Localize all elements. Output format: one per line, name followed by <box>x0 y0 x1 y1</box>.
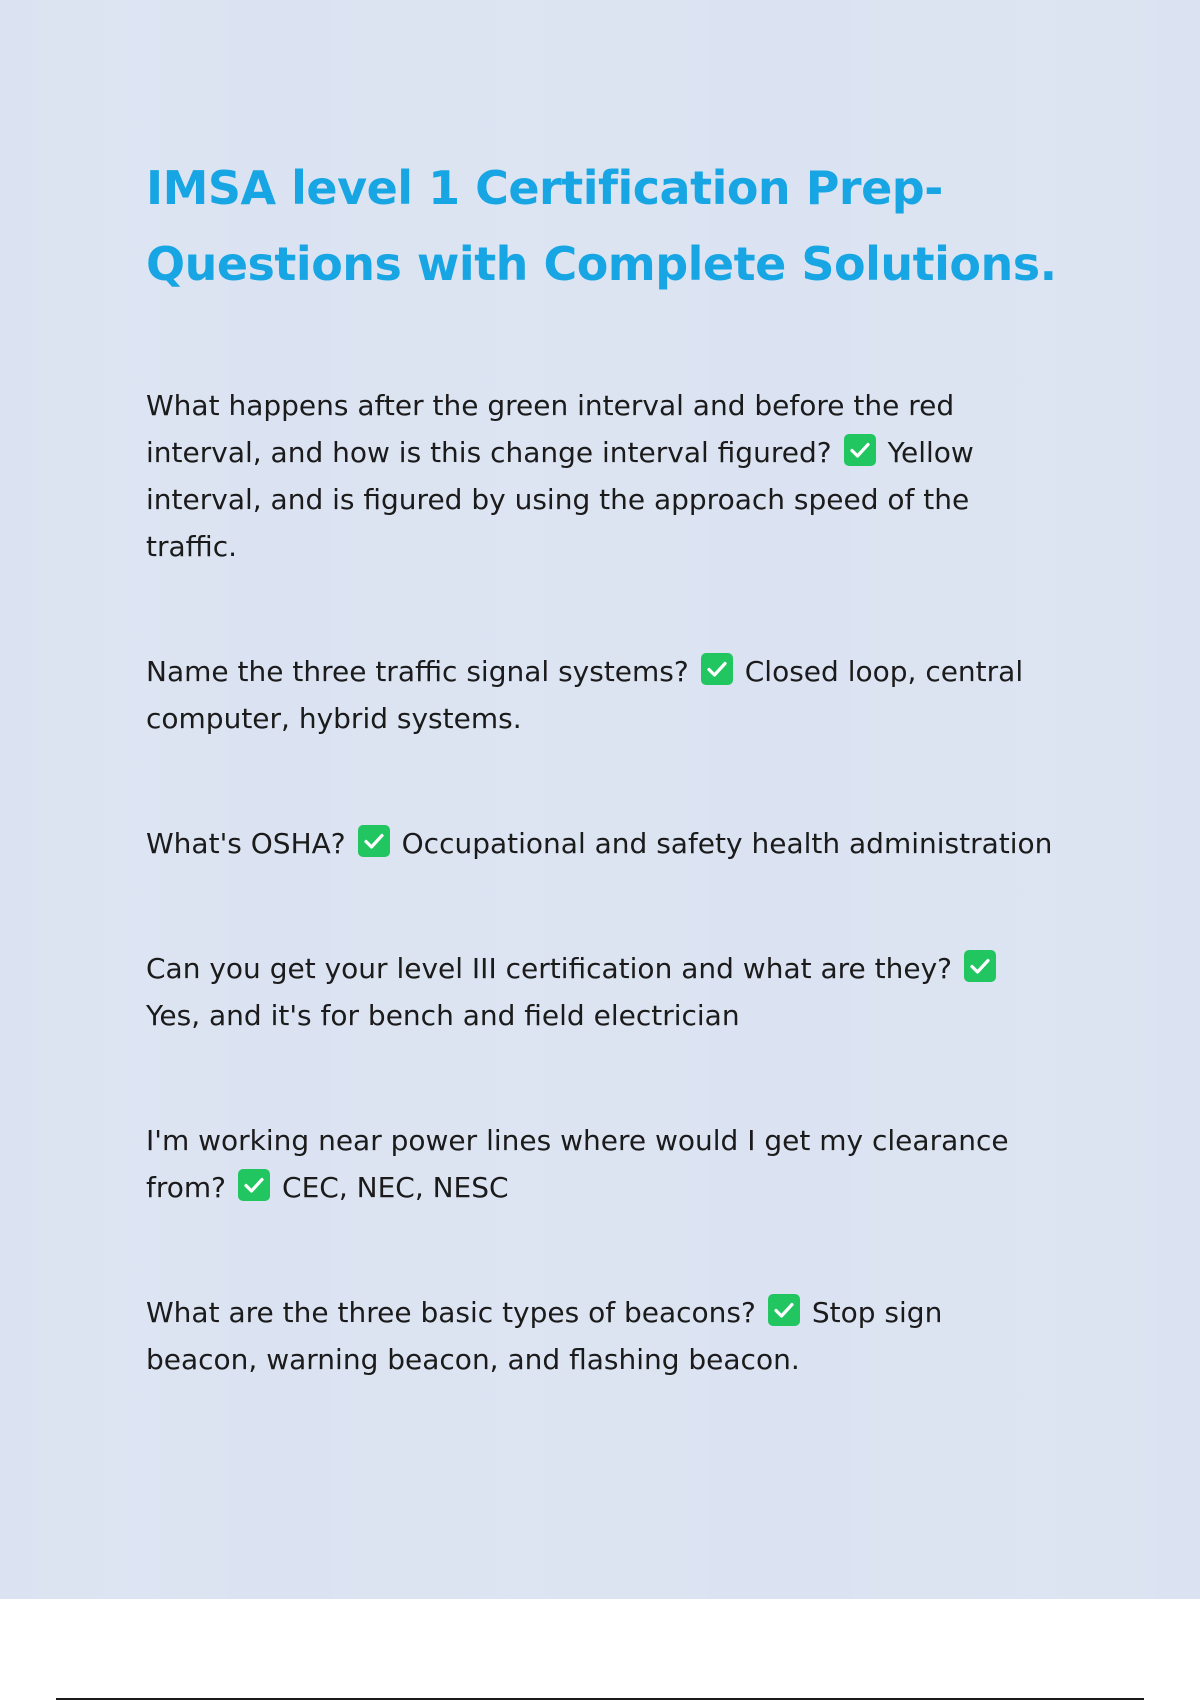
check-box-icon <box>238 1169 270 1201</box>
answer-line: traffic. <box>146 530 238 563</box>
question-line: What happens after the green interval and before the red <box>146 389 955 422</box>
question-text: interval, and how is this change interval figured? <box>146 436 832 469</box>
title-line-1: IMSA level 1 Certification Prep- <box>146 161 943 215</box>
answer-text: Yellow <box>887 436 974 469</box>
question-answer-line <box>146 429 1106 476</box>
qa-item-signal-systems <box>146 648 1106 742</box>
qa-item-osha <box>146 820 1106 867</box>
question-text: from? <box>146 1171 227 1204</box>
qa-item-beacons <box>146 1289 1106 1383</box>
question-text: Name the three traffic signal systems? <box>146 655 689 688</box>
answer-text: Stop sign <box>811 1296 943 1329</box>
question-text: What are the three basic types of beacons? <box>146 1296 756 1329</box>
check-box-icon <box>844 434 876 466</box>
answer-text: Occupational and safety health administration <box>401 827 1053 860</box>
question-text: What's OSHA? <box>146 827 346 860</box>
question-answer-line <box>146 1164 1106 1211</box>
check-box-icon <box>964 950 996 982</box>
check-box-icon <box>768 1294 800 1326</box>
answer-text: Closed loop, central <box>744 655 1024 688</box>
title-line-2: Questions with Complete Solutions. <box>146 237 1057 291</box>
check-box-icon <box>358 825 390 857</box>
document-title <box>146 150 1106 302</box>
question-answer-line <box>146 648 1106 695</box>
qa-item-power-lines <box>146 1117 1106 1211</box>
answer-text: CEC, NEC, NESC <box>282 1171 509 1204</box>
answer-line: interval, and is figured by using the approach speed of the <box>146 483 970 516</box>
answer-line: computer, hybrid systems. <box>146 702 522 735</box>
qa-item-level-three <box>146 945 1106 1039</box>
qa-item-approach-interval <box>146 382 1106 570</box>
question-answer-line <box>146 820 1106 867</box>
question-line <box>146 945 1106 992</box>
question-answer-line <box>146 1289 1106 1336</box>
answer-line: beacon, warning beacon, and flashing beacon. <box>146 1343 800 1376</box>
document-content <box>146 150 1106 1383</box>
check-box-icon <box>701 653 733 685</box>
question-text: Can you get your level III certification and what are they? <box>146 952 953 985</box>
answer-line: Yes, and it's for bench and field electrician <box>146 999 740 1032</box>
question-line: I'm working near power lines where would I get my clearance <box>146 1124 1009 1157</box>
